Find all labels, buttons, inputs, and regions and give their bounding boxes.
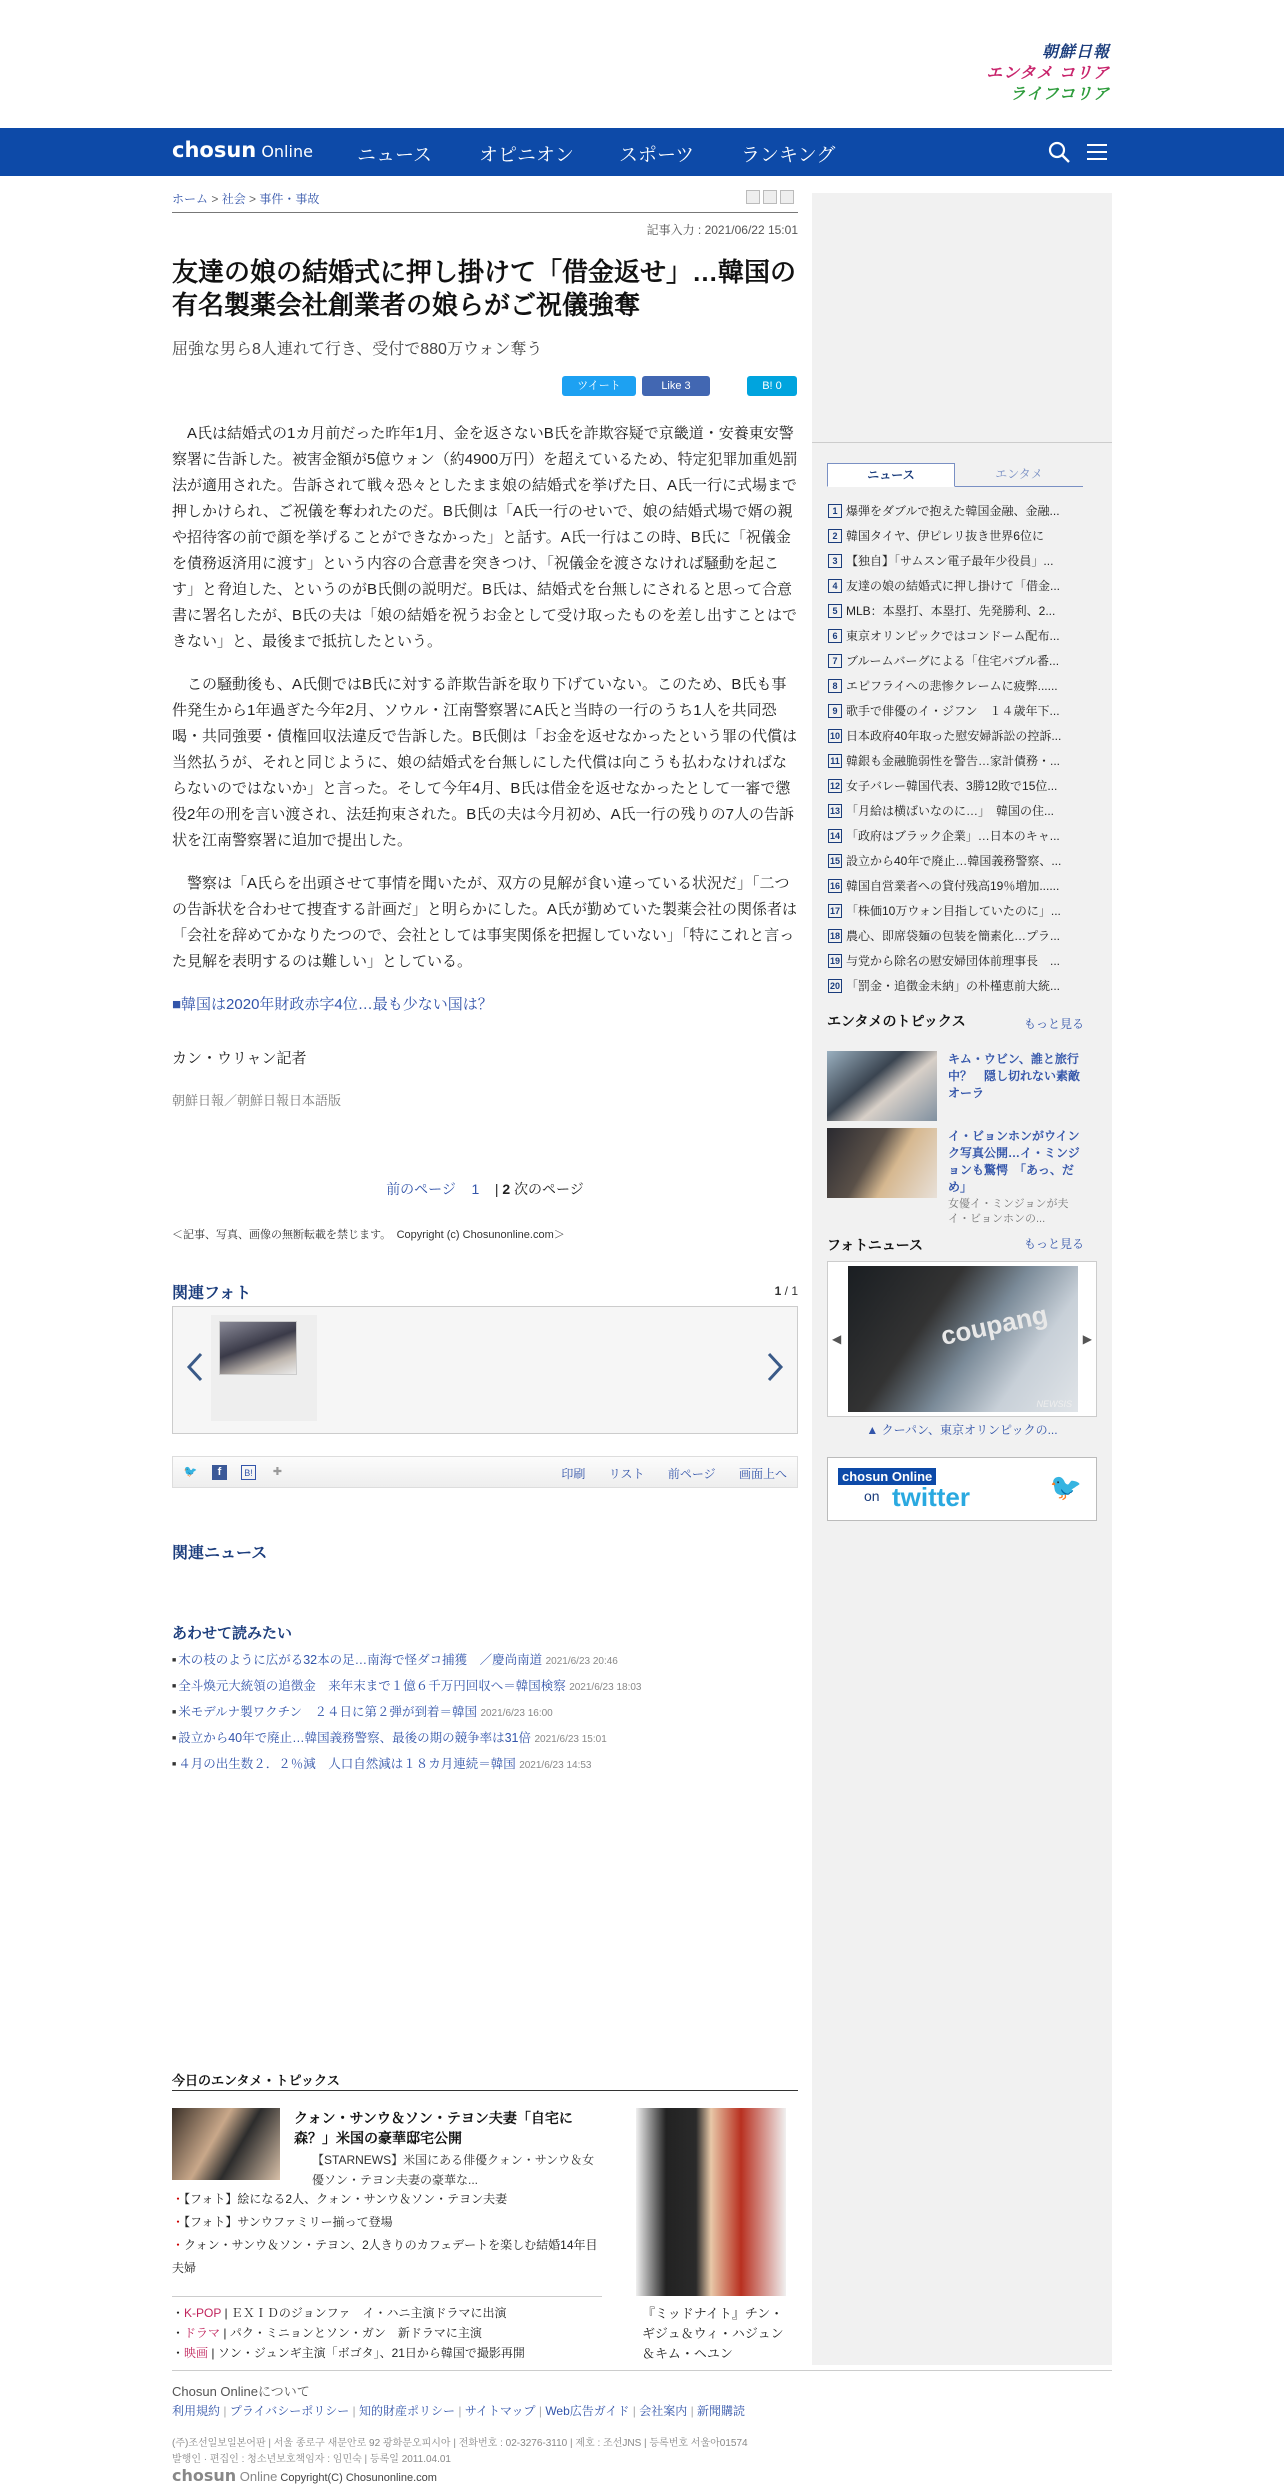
rank-item-link[interactable]: 韓国タイヤ、伊ピレリ抜き世界6位に — [846, 529, 1044, 543]
right-sidebar — [812, 193, 1112, 2365]
rank-item-link[interactable]: 【独自】「サムスン電子最年少役員」... — [846, 554, 1054, 568]
also-read-link[interactable]: 米モデルナ製ワクチン ２４日に第２弾が到着＝韓国 — [178, 1705, 477, 1719]
enta-topics-title: エンタメのトピックス — [827, 1013, 966, 1029]
hamburger-menu-icon[interactable] — [1085, 140, 1109, 164]
enta-topics-more-link[interactable]: もっと見る — [1023, 1017, 1084, 1031]
footer-privacy-link[interactable]: プライバシーポリシー | — [230, 2404, 359, 2418]
twitter-banner-logo: twitter — [892, 1482, 970, 1512]
rank-number: 2 — [828, 529, 842, 543]
rank-number: 5 — [828, 604, 842, 618]
list-item[interactable] — [828, 724, 1090, 749]
article-date: 記事入力 : 2021/06/22 15:01 — [646, 223, 798, 237]
list-item[interactable]: ・K-POP | ＥＸＩＤのジョンファ イ・ハニ主演ドラマに出演 — [172, 2306, 507, 2320]
related-photo-item[interactable] — [211, 1315, 317, 1421]
list-item[interactable] — [828, 624, 1090, 649]
photo-next-icon[interactable]: ▶ — [1082, 1332, 1092, 1346]
prev-page-toolbar-link[interactable]: 前ページ — [667, 1467, 716, 1481]
timestamp: 2021/6/23 18:03 — [569, 1682, 642, 1693]
scroll-top-link[interactable]: 画面上へ — [738, 1467, 787, 1481]
photo-news-caption[interactable]: ▲ クーパン、東京オリンピックの... — [866, 1423, 1058, 1437]
list-item[interactable] — [172, 1752, 798, 1778]
category-headline[interactable]: | ＥＸＩＤのジョンファ イ・ハニ主演ドラマに出演 — [221, 2306, 507, 2320]
list-item[interactable] — [172, 1700, 798, 1726]
rank-number: 11 — [828, 754, 842, 768]
category-movie[interactable]: 映画 — [184, 2346, 209, 2360]
main-navbar — [0, 128, 1284, 176]
rank-item-link[interactable]: 爆弾をダブルで抱えた韓国金融、金融... — [846, 504, 1060, 518]
site-logo[interactable] — [172, 138, 313, 162]
list-item[interactable] — [828, 849, 1090, 874]
footer-copyright: Copyright(C) Chosunonline.com — [277, 2472, 437, 2484]
rank-number: 20 — [829, 981, 840, 991]
rank-item-link[interactable]: 「月給は横ばいなのに…」 韓国の住... — [846, 804, 1055, 818]
rank-item-link[interactable]: 与党から除名の慰安婦団体前理事長 ... — [846, 954, 1061, 968]
list-item[interactable] — [828, 649, 1090, 674]
breadcrumb-home[interactable]: ホーム — [172, 192, 209, 206]
article-subhead: 屈強な男ら8人連れて行き、受付で880万ウォン奪う — [172, 341, 543, 358]
footer-logo-sub: Online — [236, 2469, 278, 2484]
twitter-icon[interactable]: 🐦 — [183, 1466, 198, 1478]
enta-korea-logo[interactable]: エンタメ コリア — [986, 65, 1110, 82]
chosun-ilbo-logo[interactable]: 朝鮮日報 — [1041, 44, 1110, 61]
rank-item-link[interactable]: 「罰金・追徴金未納」の朴槿恵前大統... — [846, 979, 1061, 993]
photo-news-more-link[interactable]: もっと見る — [1023, 1237, 1084, 1251]
rank-number: 7 — [828, 654, 842, 668]
footer-corp-info: (주)조선일보일본어판 | 서울 종로구 새문안로 92 광화문오피시아 | 전화번호 : 02-3276-3110 | 제호 : 조선JNS | 등록번호 서울아01574 — [172, 2438, 748, 2449]
rank-number: 19 — [829, 956, 840, 966]
tab-enta[interactable]: エンタメ — [995, 467, 1043, 481]
list-item[interactable] — [828, 874, 1090, 899]
copyright-notice: ＜記事、写真、画像の無断転載を禁じます。 Copyright (c) Chosunonline.com＞ — [172, 1229, 565, 1241]
list-item[interactable] — [172, 1648, 798, 1674]
footer-terms-link[interactable]: 利用規約 | — [172, 2404, 230, 2418]
list-item[interactable] — [828, 924, 1090, 949]
rank-item-link[interactable]: 韓国自営業者への貸付残高19％増加...... — [846, 879, 1060, 893]
tweet-button[interactable]: ツイート — [562, 376, 636, 396]
footer-corp-info-2: 발행인 · 편집인 : 청소년보호책임자 : 임민숙 | 등록일 2011.04.01 — [172, 2454, 451, 2465]
rank-number: 4 — [828, 579, 842, 593]
article-headline: 友達の娘の結婚式に押し掛けて「借金返せ」…韓国の有名製薬会社創業者の娘らがご祝儀強奪 — [172, 257, 797, 320]
rank-number: 18 — [829, 931, 840, 941]
pager-separator: | — [494, 1181, 499, 1197]
hatena-icon[interactable]: B! — [241, 1465, 256, 1480]
article-paragraph: A氏は結婚式の1カ月前だった昨年1月、金を返さないB氏を詐欺容疑で京畿道・安養東安警察署に告訴した。被害金額が5億ウォン（約4900万円）を超えているため、特定犯罪加重処罰法が適用された。告訴されて戦々恐々としたまま娘の結婚式を挙げた日、A氏一行に式場まで押しかけられ、ご祝儀を奪われたのだ。B氏側は「A氏一行のせいで、娘の結婚式場で婿の親や招待客の前で顔を挙げることができなかった」と話す。A氏一行はこの時、B氏に「祝儀金を債務返済用に渡す」という内容の合意書を突きつけ、「祝儀金を渡さなければ騒動を起こす」と脅迫した、というのがB氏側の説明だ。B氏は、結婚式を台無しにされると思って合意書に署名したが、B氏の夫は「娘の結婚を祝うお金として受け取ったものを差し出すことはできない」と、最後まで抵抗したという。 — [172, 425, 798, 650]
nav-opinion[interactable]: オピニオン — [479, 145, 575, 166]
ranking-list — [828, 499, 1090, 999]
footer-links — [172, 2402, 745, 2419]
list-link[interactable]: リスト — [608, 1467, 645, 1481]
facebook-like-button[interactable]: Like 3 — [642, 376, 710, 396]
page-navigation — [172, 1179, 798, 1199]
footer-divider — [172, 2370, 1112, 2371]
footer-ad-guide-link[interactable]: Web広告ガイド | — [545, 2404, 639, 2418]
rank-item-link[interactable]: 設立から40年で廃止…韓国義務警察、... — [846, 854, 1062, 868]
footer-company-link[interactable]: 会社案内 | — [639, 2404, 697, 2418]
footer-about: Chosun Onlineについて — [172, 2384, 310, 2399]
prev-page-link[interactable]: 前のページ — [386, 1181, 456, 1197]
article-source: 朝鮮日報／朝鮮日報日本語版 — [172, 1093, 342, 1108]
photo-news-title: フォトニュース — [827, 1237, 924, 1253]
today-enta-side-image[interactable] — [636, 2108, 786, 2296]
carousel-next-icon[interactable] — [765, 1351, 785, 1383]
photo-counter-total: / 1 — [781, 1284, 798, 1298]
hatena-bookmark-button[interactable]: B! 0 — [747, 376, 797, 396]
toolbar-links — [541, 1465, 787, 1482]
list-item[interactable] — [828, 674, 1090, 699]
timestamp: 2021/6/23 15:01 — [534, 1734, 607, 1745]
list-item[interactable]: ・ クォン・サンウ＆ソン・テヨン、2人きりのカフェデートを楽しむ結婚14年目夫婦 — [172, 2234, 602, 2280]
list-item[interactable] — [828, 749, 1090, 774]
footer-logo: chosun — [172, 2466, 237, 2485]
carousel-prev-icon[interactable] — [185, 1351, 205, 1383]
page-1-link[interactable]: 1 — [471, 1181, 480, 1197]
photo-news-image[interactable] — [848, 1266, 1078, 1412]
related-news-title: 関連ニュース — [172, 1545, 268, 1562]
photo-watermark: NEWSIS — [1036, 1399, 1072, 1409]
list-item[interactable] — [828, 824, 1090, 849]
today-enta-headline[interactable]: クォン・サンウ＆ソン・テヨン夫妻「自宅に森？」米国の豪華邸宅公開 — [294, 2110, 573, 2146]
rank-number: 12 — [829, 781, 840, 791]
today-enta-lead: 【STARNEWS】米国にある俳優クォン・サンウ＆女優ソン・テヨン夫妻の豪華な... — [312, 2153, 595, 2187]
rank-item-link[interactable]: 「政府はブラック企業」…日本のキャ... — [846, 829, 1060, 843]
list-item[interactable] — [828, 549, 1090, 574]
breadcrumb-incidents[interactable]: 事件・事故 — [259, 192, 320, 206]
rank-number: 17 — [829, 906, 840, 916]
rank-number: 14 — [829, 831, 840, 841]
rank-item-link[interactable]: MLB：本塁打、本塁打、先発勝利、2... — [846, 604, 1056, 618]
rank-number: 3 — [828, 554, 842, 568]
brand-main: chosun — [172, 138, 257, 162]
list-item[interactable] — [828, 599, 1090, 624]
nav-news[interactable]: ニュース — [357, 145, 433, 166]
list-item[interactable] — [828, 574, 1090, 599]
timestamp: 2021/6/23 14:53 — [519, 1760, 592, 1771]
current-page: 2 — [502, 1181, 511, 1197]
font-large-icon[interactable] — [780, 190, 794, 204]
footer-brand — [172, 2466, 437, 2485]
category-headline[interactable]: | ソン・ジュンギ主演「ボゴタ」、21日から韓国で撮影再開 — [208, 2346, 525, 2360]
search-icon[interactable] — [1047, 140, 1071, 164]
also-read-link[interactable]: 木の枝のように広がる32本の足…南海で怪ダコ捕獲 ／慶尚南道 — [178, 1653, 543, 1667]
article-paragraph: 警察は「A氏らを出頭させて事情を聞いたが、双方の見解が食い違っている状況だ」「二つの告訴状を合わせて捜査する計画だ」と明らかにした。A氏が勤めていた製薬会社の関係者は「会社を辞めてかなりたつので、会社としては事実関係を把握していない」「特にこれと言った見解を表明するのは難しい」としている。 — [172, 875, 798, 970]
breadcrumb: ホーム > 社会 > 事件・事故 — [172, 192, 320, 206]
today-enta-title: 今日のエンタメ・トピックス — [172, 2073, 340, 2088]
rank-number: 16 — [829, 881, 840, 891]
enta-topic-image[interactable] — [827, 1051, 937, 1121]
ranking-tabs — [827, 463, 1083, 487]
font-small-icon[interactable] — [746, 190, 760, 204]
photo-prev-icon[interactable]: ◀ — [832, 1332, 842, 1346]
font-size-tools — [746, 190, 794, 204]
footer-sitemap-link[interactable]: サイトマップ | — [465, 2404, 545, 2418]
list-item[interactable] — [828, 899, 1090, 924]
category-kpop[interactable]: K-POP — [184, 2306, 222, 2320]
footer-ip-policy-link[interactable]: 知的財産ポリシー | — [359, 2404, 465, 2418]
life-korea-logo[interactable]: ライフコリア — [1009, 86, 1110, 103]
list-item[interactable] — [828, 499, 1090, 524]
list-item[interactable] — [828, 974, 1090, 999]
rank-item-link[interactable]: 友達の娘の結婚式に押し掛けて「借金... — [846, 579, 1061, 593]
header-divider — [172, 212, 798, 213]
list-item[interactable]: ・ 【フォト】サンウファミリー揃って登場 — [172, 2211, 602, 2234]
photo-counter-current: 1 — [774, 1284, 782, 1298]
also-read-link[interactable]: ４月の出生数２．２％減 人口自然減は１８カ月連続＝韓国 — [178, 1757, 516, 1771]
rank-item-link[interactable]: 「株価10万ウォン目指していたのに」... — [846, 904, 1061, 918]
partner-logos — [960, 42, 1110, 105]
rank-number: 13 — [829, 806, 840, 816]
enta-topic-link[interactable]: イ・ビョンホンがウインク写真公開…イ・ミンジョンも驚愕 「あっ、だめ」 — [948, 1129, 1080, 1194]
category-drama[interactable]: ドラマ — [184, 2326, 221, 2340]
rank-number: 15 — [829, 856, 840, 866]
article-toolbar — [172, 1456, 798, 1488]
twitter-bird-icon: 🐦 — [1049, 1472, 1082, 1502]
list-item[interactable] — [828, 774, 1090, 799]
font-medium-icon[interactable] — [763, 190, 777, 204]
tab-news[interactable]: ニュース — [827, 463, 955, 487]
today-enta-main-image[interactable] — [172, 2108, 280, 2180]
next-page-link[interactable]: 次のページ — [514, 1181, 584, 1197]
related-photo-thumbnail[interactable] — [219, 1321, 297, 1375]
photo-sign-text: coupang — [937, 1299, 1050, 1351]
rank-item-link[interactable]: エピフライへの悲惨クレームに疲弊...... — [846, 679, 1058, 693]
twitter-banner-on: on — [864, 1488, 880, 1504]
rank-item-link[interactable]: 農心、即席袋麺の包装を簡素化…プラ... — [846, 929, 1061, 943]
related-photo-carousel — [172, 1306, 798, 1434]
list-item[interactable] — [172, 1674, 798, 1700]
list-item[interactable] — [828, 949, 1090, 974]
list-item[interactable]: ・ 【フォト】絵になる2人、クォン・サンウ＆ソン・テヨン夫妻 — [172, 2188, 602, 2211]
rank-item-link[interactable]: 歌手で俳優のイ・ジフン １４歳年下... — [846, 704, 1060, 718]
article-body — [172, 421, 798, 1114]
also-read-title: あわせて読みたい — [172, 1625, 293, 1642]
nav-ranking[interactable]: ランキング — [741, 145, 836, 166]
list-item[interactable]: ・映画 | ソン・ジュンギ主演「ボゴタ」、21日から韓国で撮影再開 — [172, 2346, 525, 2360]
share-bar — [172, 376, 798, 396]
rank-number: 10 — [829, 731, 840, 741]
also-read-link[interactable]: 設立から40年で廃止…韓国義務警察、最後の期の競争率は31倍 — [178, 1731, 531, 1745]
timestamp: 2021/6/23 16:00 — [480, 1708, 553, 1719]
also-read-link[interactable]: 全斗煥元大統領の追徴金 来年末まで１億６千万円回収へ＝韓国検察 — [178, 1679, 566, 1693]
rank-number: 1 — [828, 504, 842, 518]
related-photo-title: 関連フォト — [172, 1285, 252, 1302]
twitter-banner[interactable] — [827, 1457, 1097, 1521]
list-item[interactable] — [828, 799, 1090, 824]
rank-number: 6 — [828, 629, 842, 643]
rank-item-link[interactable]: 東京オリンピックではコンドーム配布... — [846, 629, 1060, 643]
facebook-icon[interactable]: f — [212, 1465, 227, 1480]
twitter-banner-brand: chosun Online — [838, 1468, 936, 1485]
ad-slot — [812, 193, 1112, 443]
rank-item-link[interactable]: 韓銀も金融脆弱性を警告…家計債務・... — [846, 754, 1061, 768]
also-read-list — [172, 1648, 798, 1778]
footer-subscribe-link[interactable]: 新聞購読 — [697, 2404, 746, 2418]
timestamp: 2021/6/23 20:46 — [545, 1656, 618, 1667]
nav-sports[interactable]: スポーツ — [619, 145, 695, 166]
bookmark-icon[interactable]: ✚ — [272, 1466, 283, 1478]
reporter-name: カン・ウリャン記者 — [172, 1050, 307, 1067]
brand-sub: Online — [256, 142, 313, 161]
rank-item-link[interactable]: ブルームバーグによる「住宅バブル番... — [846, 654, 1060, 668]
enta-topic-image[interactable] — [827, 1128, 937, 1198]
list-item[interactable] — [828, 524, 1090, 549]
list-item[interactable] — [172, 1726, 798, 1752]
article-paragraph: この騒動後も、A氏側ではB氏に対する詐欺告訴を取り下げていない。このため、B氏も事件発生から1年過ぎた今年2月、ソウル・江南警察署にA氏と当時の一行のうち1人を共同恐喝・共同強要・債権回収法違反で告訴した。B氏側は「お金を返せなかったという罪の代償は当然払うが、それと同じように、娘の結婚式を台無しにした代償は向こうも払わなければならないのではないか」と言った。そして今年4月、B氏は借金を返せなかったとして一審で懲役2年の刑を言い渡され、法廷拘束された。B氏の夫は今月初め、A氏一行の残りの7人の告訴状を江南警察署に追加で提出した。 — [172, 676, 798, 849]
photo-counter — [775, 1284, 798, 1298]
rank-item-link[interactable]: 日本政府40年取った慰安婦訴訟の控訴... — [846, 729, 1062, 743]
today-enta-divider — [172, 2090, 798, 2091]
breadcrumb-society[interactable]: 社会 — [221, 192, 246, 206]
related-article-link[interactable]: ■韓国は2020年財政赤字4位…最も少ない国は？ — [172, 996, 493, 1013]
rank-number: 8 — [828, 679, 842, 693]
today-enta-list — [172, 2188, 602, 2280]
rank-number: 9 — [828, 704, 842, 718]
print-link[interactable]: 印刷 — [561, 1467, 586, 1481]
photo-news-carousel — [827, 1261, 1097, 1417]
list-item[interactable] — [828, 699, 1090, 724]
category-headline[interactable]: | パク・ミニョンとソン・ガン 新ドラマに主演 — [220, 2326, 482, 2340]
today-enta-side-caption[interactable]: 『ミッドナイト』チン・ギジュ＆ウィ・ハジュン＆キム・ヘユン — [642, 2306, 784, 2361]
rank-item-link[interactable]: 女子バレー韓国代表、3勝12敗で15位... — [846, 779, 1058, 793]
list-item[interactable]: ・ドラマ | パク・ミニョンとソン・ガン 新ドラマに主演 — [172, 2326, 482, 2340]
today-enta-categories — [172, 2296, 602, 2363]
enta-topic-summary: 女優イ・ミンジョンが夫イ・ビョンホンの... — [948, 1198, 1069, 1225]
toolbar-share-icons — [183, 1465, 285, 1480]
enta-topic-link[interactable]: キム・ウビン、誰と旅行中？ 隠し切れない素敵オーラ — [948, 1052, 1081, 1100]
